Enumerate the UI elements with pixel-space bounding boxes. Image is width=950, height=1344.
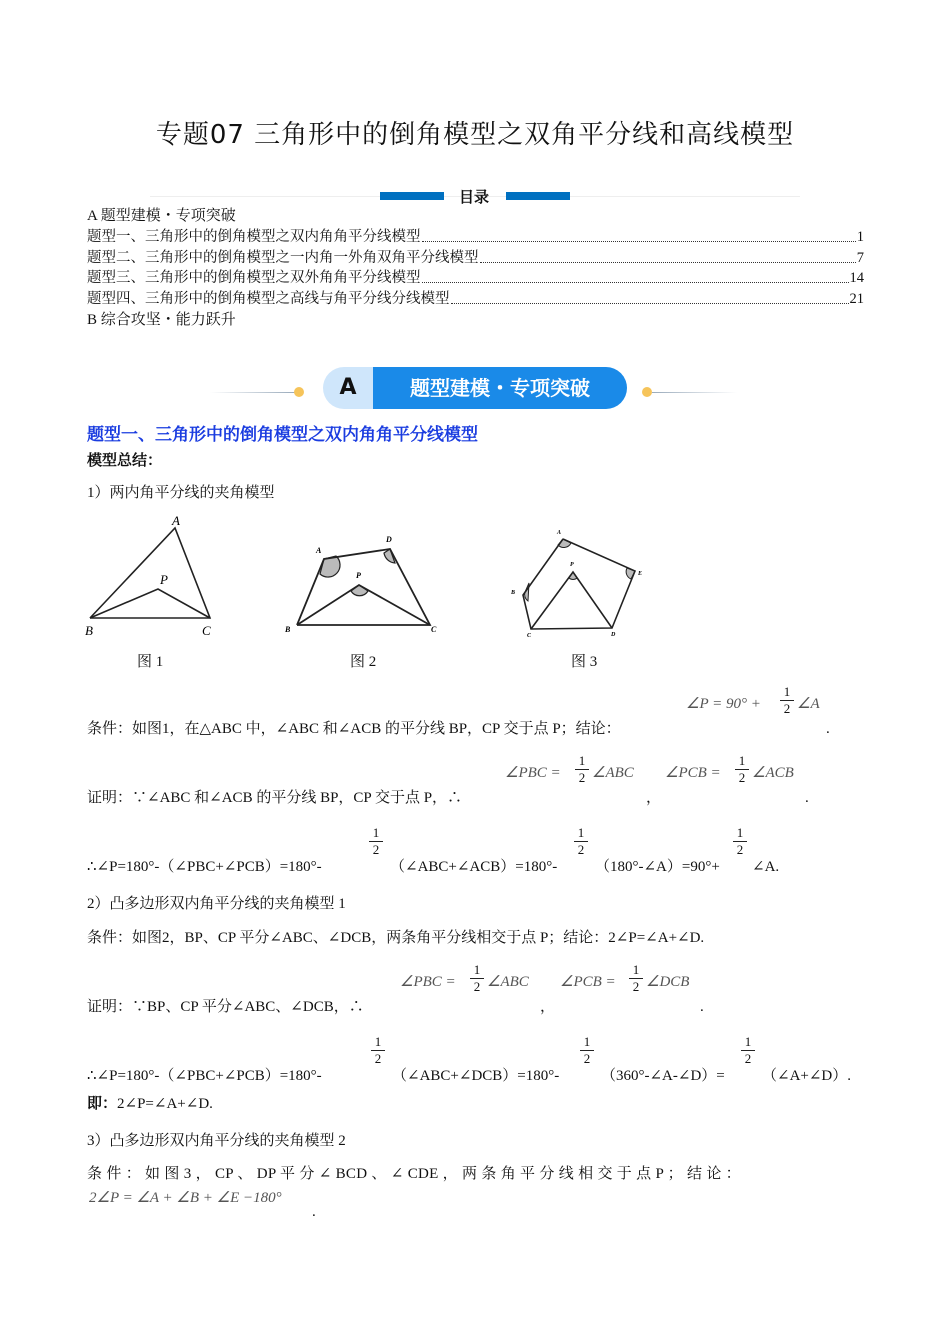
toc-section-a[interactable]: A 题型建模・专项突破 — [87, 208, 236, 224]
fraction-half: 1 2 — [371, 1035, 385, 1066]
period: . — [312, 1204, 316, 1220]
toc-heading: 目录 — [459, 188, 490, 206]
toc-section-b[interactable]: B 综合攻坚・能力跃升 — [87, 312, 236, 328]
fraction-half: 1 2 — [735, 754, 749, 785]
toc-item[interactable] — [87, 269, 864, 287]
subheading-1: 1）两内角平分线的夹角模型 — [87, 485, 275, 501]
toc-item-label: 题型二、三角形中的倒角模型之一内角一外角双角平分线模型 — [87, 250, 479, 266]
formula-pcb: ∠PCB = — [665, 765, 721, 781]
therefore-1c: （180°-∠A）=90°+ — [595, 859, 720, 875]
condition-2: 条件：如图2，BP、CP 平分∠ABC、∠DCB，两条角平分线相交于点 P；结论：2∠P=∠A+∠D. — [87, 930, 705, 946]
therefore-2c: （360°-∠A-∠D）= — [601, 1068, 725, 1084]
toc-item-page: 21 — [849, 291, 864, 307]
fig1-label: A — [172, 513, 180, 528]
fraction-half: 1 2 — [580, 1035, 594, 1066]
fig1-label: C — [202, 623, 211, 638]
figure-3 — [505, 525, 650, 640]
fraction-half: 1 2 — [780, 685, 794, 716]
period: . — [826, 721, 830, 737]
formula-conclusion-1b: ∠A — [797, 696, 820, 712]
toc-item-label: 题型一、三角形中的倒角模型之双内角角平分线模型 — [87, 229, 421, 245]
fraction-half: 1 2 — [575, 754, 589, 785]
figure-1 — [82, 512, 222, 642]
banner-text: 题型建模・专项突破 — [373, 367, 627, 409]
period: . — [805, 790, 809, 806]
fig3-label: D — [611, 632, 616, 638]
therefore-2d: （∠A+∠D）. — [762, 1068, 852, 1084]
banner-dot-left — [294, 387, 304, 397]
formula-pcb: ∠PCB = — [560, 974, 616, 990]
page-title: 专题07 三角形中的倒角模型之双角平分线和高线模型 — [155, 120, 795, 150]
fraction-half: 1 2 — [574, 826, 588, 857]
fig3-label: A — [557, 530, 562, 536]
banner-letter: A — [323, 367, 373, 409]
toc-bar-right — [506, 192, 570, 200]
toc-item-page: 1 — [856, 229, 864, 245]
figure-2-caption: 图 2 — [350, 654, 377, 670]
therefore-1b: （∠ABC+∠ACB）=180°- — [390, 859, 558, 875]
banner-dot-right — [642, 387, 652, 397]
figure-1-caption: 图 1 — [137, 654, 164, 670]
condition-1: 条件：如图1，在△ABC 中，∠ABC 和∠ACB 的平分线 BP，CP 交于点 P；结论： — [87, 721, 621, 737]
fig2-label: A — [316, 546, 322, 555]
fraction-half: 1 2 — [741, 1035, 755, 1066]
figure-2 — [280, 530, 445, 640]
figure-3-caption: 图 3 — [571, 654, 598, 670]
banner-line-left — [210, 392, 295, 393]
section-banner — [323, 367, 627, 409]
therefore-2b: （∠ABC+∠DCB）=180°- — [392, 1068, 560, 1084]
subheading-2: 2）凸多边形双内角平分线的夹角模型 1 — [87, 896, 346, 912]
formula-abc: ∠ABC — [487, 974, 529, 990]
period: . — [700, 999, 704, 1015]
therefore-2a: ∴∠P=180°-（∠PBC+∠PCB）=180°- — [87, 1068, 322, 1084]
comma: ， — [540, 999, 556, 1015]
toc-item[interactable] — [87, 249, 864, 267]
summary-label: 模型总结： — [87, 453, 163, 469]
fig3-label: B — [511, 590, 516, 596]
fig1-label: P — [160, 572, 168, 587]
formula-conclusion-3: 2∠P = ∠A + ∠B + ∠E −180° — [89, 1190, 282, 1206]
fig1-label: B — [85, 623, 93, 638]
subheading-3: 3）凸多边形双内角平分线的夹角模型 2 — [87, 1133, 346, 1149]
formula-conclusion-1: ∠P = 90° + — [686, 696, 761, 712]
ji-label: 即： — [87, 1096, 118, 1112]
fraction-half: 1 2 — [470, 963, 484, 994]
proof-1: 证明：∵∠ABC 和∠ACB 的平分线 BP，CP 交于点 P，∴ — [87, 790, 463, 806]
fig3-label: E — [638, 571, 643, 577]
formula-pbc: ∠PBC = — [505, 765, 561, 781]
fraction-half: 1 2 — [369, 826, 383, 857]
comma: ， — [646, 790, 662, 806]
proof-2: 证明：∵BP、CP 平分∠ABC、∠DCB，∴ — [87, 999, 364, 1015]
fig2-label: D — [386, 535, 392, 544]
fraction-half: 1 2 — [733, 826, 747, 857]
toc-bar-left — [380, 192, 444, 200]
ji-text: 2∠P=∠A+∠D. — [117, 1096, 213, 1112]
formula-acb: ∠ACB — [752, 765, 794, 781]
fraction-half: 1 2 — [629, 963, 643, 994]
toc-item-label: 题型四、三角形中的倒角模型之高线与角平分线分线模型 — [87, 291, 450, 307]
section-heading: 题型一、三角形中的倒角模型之双内角角平分线模型 — [87, 425, 478, 445]
fig3-label: C — [527, 633, 532, 639]
formula-dcb: ∠DCB — [646, 974, 690, 990]
toc-item-page: 14 — [849, 270, 864, 286]
toc-item[interactable] — [87, 228, 864, 246]
fig3-label: P — [570, 562, 574, 568]
formula-abc: ∠ABC — [592, 765, 634, 781]
condition-3: 条 件 ： 如 图 3 ， CP 、 DP 平 分 ∠ BCD 、 ∠ CDE ， 两 条 角 平 分 线 相 交 于 点 P ； 结 论 ： — [87, 1166, 741, 1182]
toc-item[interactable] — [87, 290, 864, 308]
banner-line-right — [652, 392, 737, 393]
therefore-1a: ∴∠P=180°-（∠PBC+∠PCB）=180°- — [87, 859, 322, 875]
therefore-1d: ∠A. — [752, 859, 780, 875]
fig2-label: B — [285, 625, 291, 634]
fig2-label: C — [431, 625, 437, 634]
formula-pbc: ∠PBC = — [400, 974, 456, 990]
toc-item-page: 7 — [856, 250, 864, 266]
toc-item-label: 题型三、三角形中的倒角模型之双外角角平分线模型 — [87, 270, 421, 286]
fig2-label: P — [356, 571, 361, 580]
